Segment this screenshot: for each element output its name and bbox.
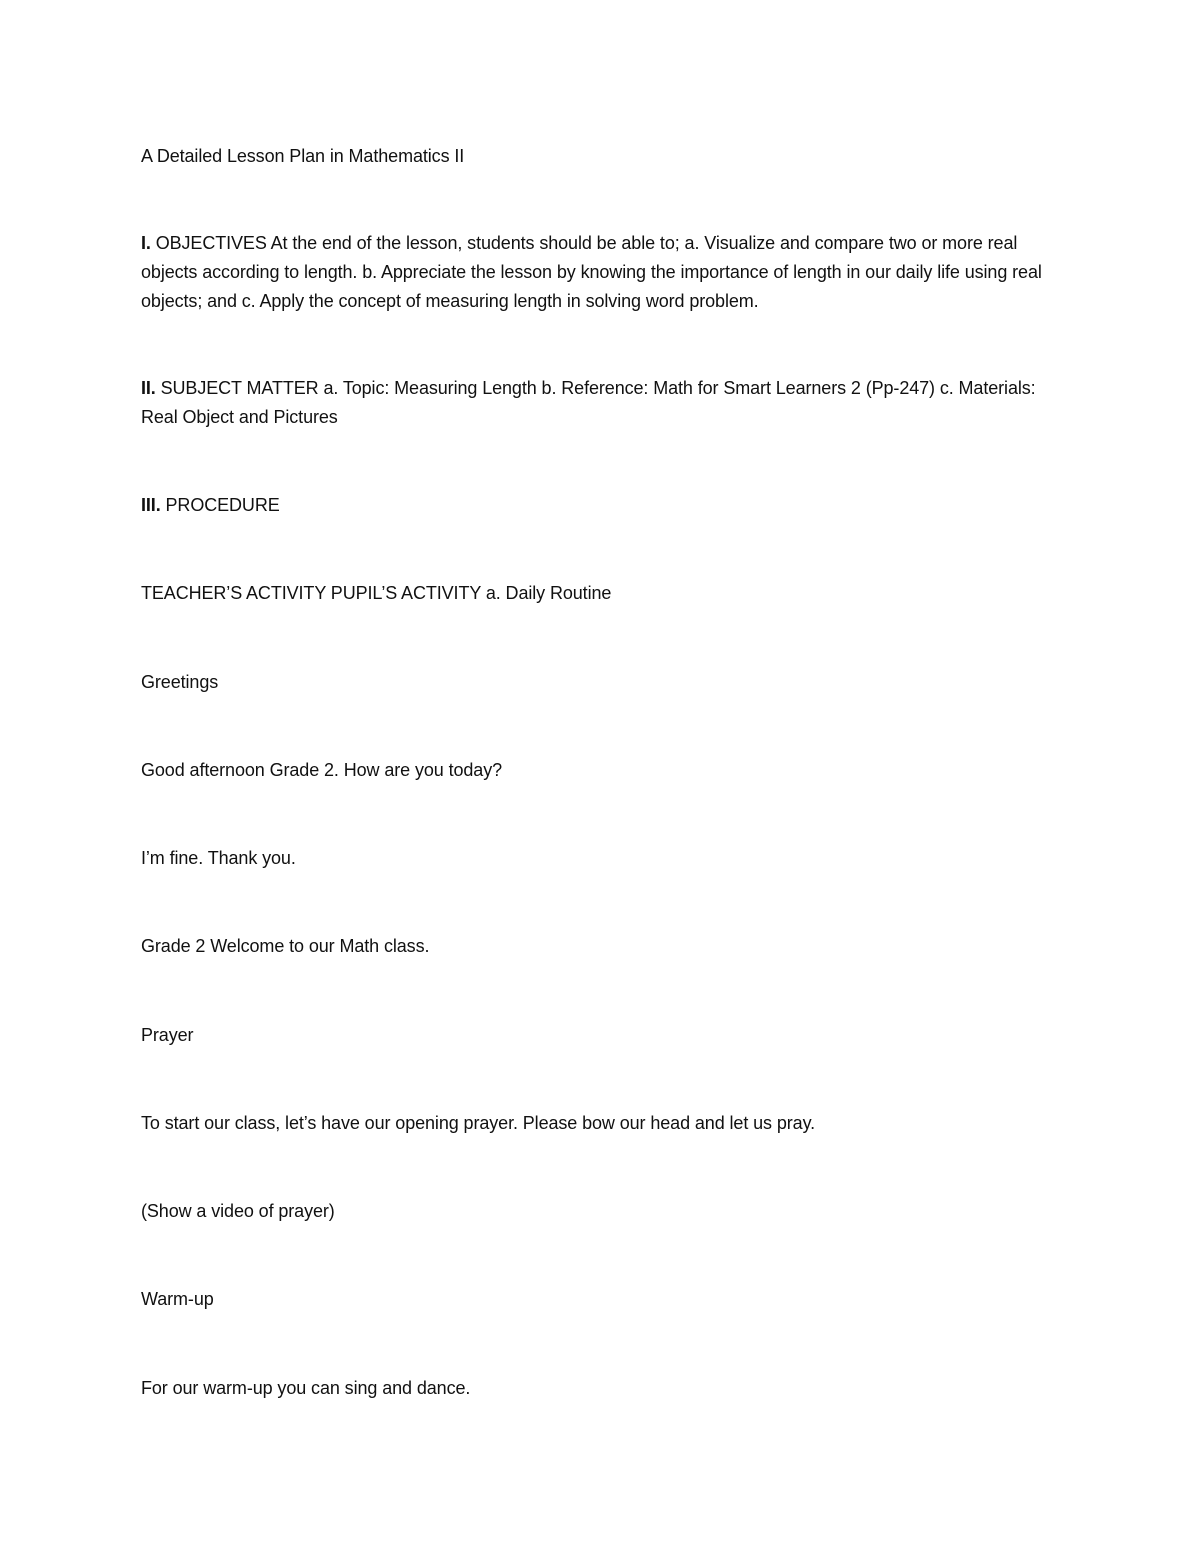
subject-matter-number: II. (141, 378, 156, 398)
im-fine-line: I’m fine. Thank you. (141, 848, 296, 868)
welcome-line: Grade 2 Welcome to our Math class. (141, 936, 430, 956)
subject-matter-text: SUBJECT MATTER a. Topic: Measuring Length b. Reference: Math for Smart Learners 2 (Pp-247) c. Materials: Real Object and Pictures (141, 378, 1036, 427)
document-title: A Detailed Lesson Plan in Mathematics II (141, 146, 465, 166)
warm-up-label: Warm-up (141, 1289, 214, 1309)
procedure-number: III. (141, 495, 161, 515)
objectives-text: OBJECTIVES At the end of the lesson, students should be able to; a. Visualize and compare two or more real objects according to length. b. Appreciate the lesson by knowing the importance of length in our daily life using real objects; and c. Apply the concept of measuring length in solving word problem. (141, 233, 1042, 311)
show-video-line: (Show a video of prayer) (141, 1201, 335, 1221)
objectives-paragraph (141, 229, 1071, 316)
procedure-heading (141, 491, 1071, 520)
prayer-instruction: To start our class, let’s have our opening prayer. Please bow our head and let us pray. (141, 1113, 816, 1133)
warm-up-instruction: For our warm-up you can sing and dance. (141, 1378, 471, 1398)
greetings-label: Greetings (141, 672, 219, 692)
objectives-number: I. (141, 233, 151, 253)
prayer-label: Prayer (141, 1025, 194, 1045)
activity-header: TEACHER’S ACTIVITY PUPIL’S ACTIVITY a. Daily Routine (141, 583, 612, 603)
good-afternoon-line: Good afternoon Grade 2. How are you today? (141, 760, 503, 780)
procedure-text: PROCEDURE (160, 495, 280, 515)
subject-matter-paragraph (141, 374, 1071, 432)
